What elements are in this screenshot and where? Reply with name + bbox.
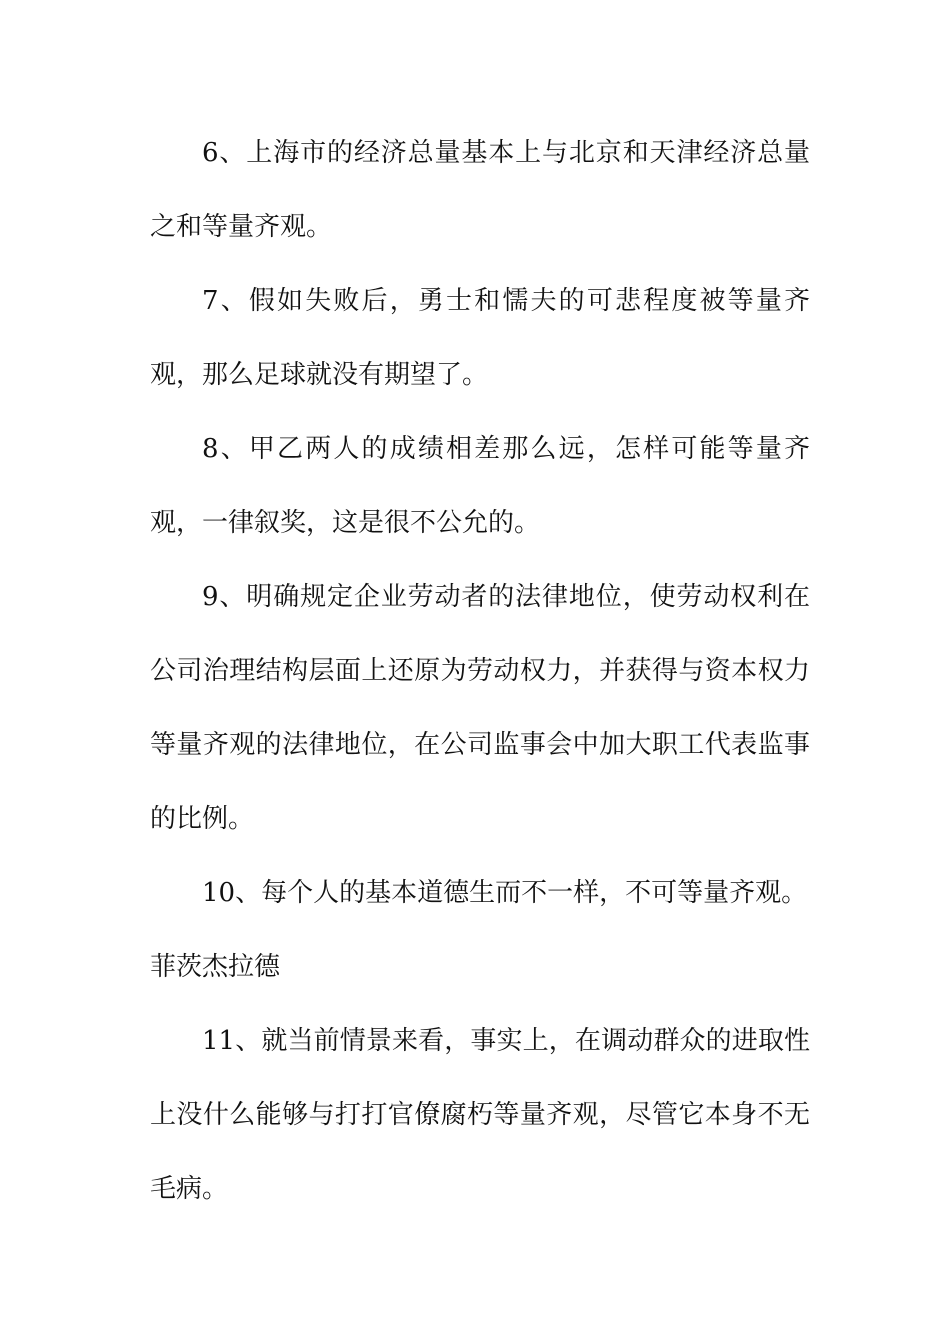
paragraph-7: 7、假如失败后，勇士和懦夫的可悲程度被等量齐观，那么足球就没有期望了。 <box>150 286 810 390</box>
attribution: 菲茨杰拉德 <box>150 952 281 982</box>
paragraph-8: 8、甲乙两人的成绩相差那么远，怎样可能等量齐观，一律叙奖，这是很不公允的。 <box>150 434 810 538</box>
paragraph-9: 9、明确规定企业劳动者的法律地位，使劳动权利在公司治理结构层面上还原为劳动权力，并获得与资本权力等量齐观的法律地位，在公司监事会中加大职工代表监事的比例。 <box>150 582 810 834</box>
paragraph-10: 10、每个人的基本道德生而不一样，不可等量齐观。 <box>202 878 808 908</box>
paragraph-6: 6、上海市的经济总量基本上与北京和天津经济总量之和等量齐观。 <box>150 138 810 242</box>
document-body <box>150 116 810 1226</box>
paragraph-11: 11、就当前情景来看，事实上，在调动群众的进取性上没什么能够与打打官僚腐朽等量齐观，尽管它本身不无毛病。 <box>150 1026 810 1204</box>
